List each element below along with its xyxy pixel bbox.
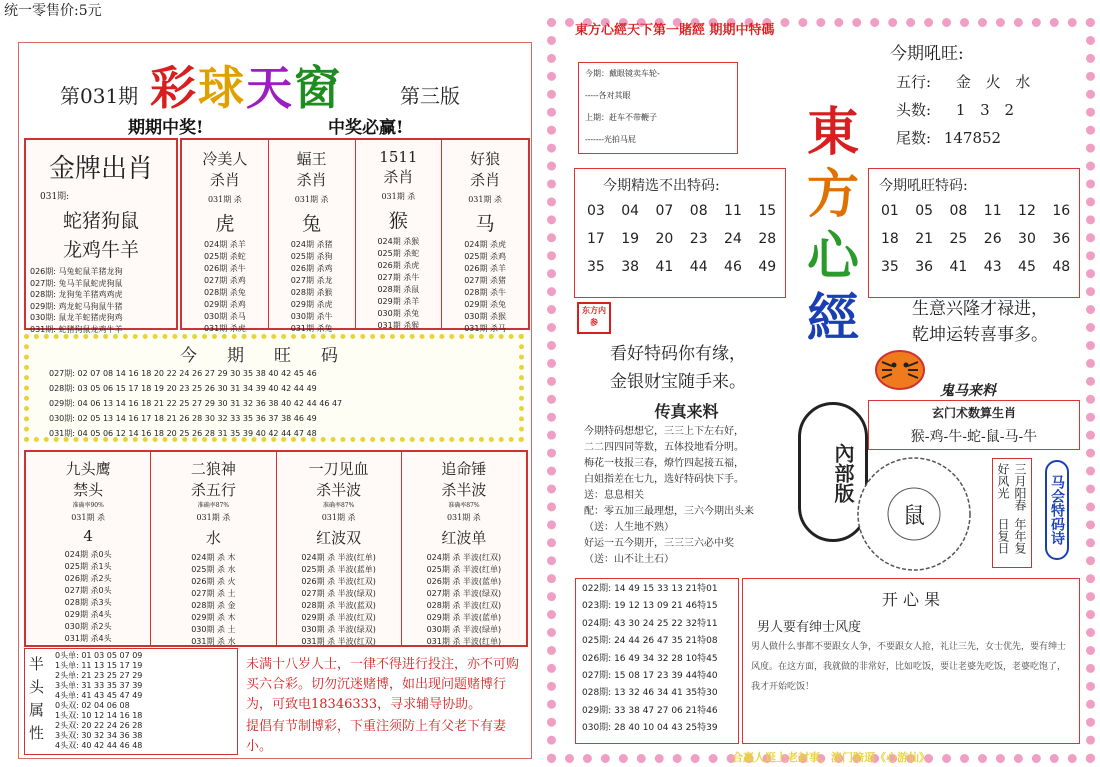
half-head-row: 3头单: 31 33 35 37 39 xyxy=(55,681,143,690)
half-head-label xyxy=(29,653,47,745)
half-head-label-char: 半 xyxy=(29,655,45,673)
draw-history-row: 030期: 28 40 10 04 43 25特39 xyxy=(582,723,718,734)
kill-row: 031期 杀猴 xyxy=(377,321,420,330)
fax-tip-line: 好运一五今期开，三三三六必中奖 xyxy=(584,538,734,549)
issue-number: 第031期 xyxy=(60,84,139,108)
fax-tip-line: 配：零五加三最理想，三六今期出头来 xyxy=(584,506,754,517)
tail-number-label: 尾数: xyxy=(896,129,932,147)
couplet-line: 乾坤运转喜事多。 xyxy=(912,325,1048,345)
hot-special-row: 01 05 08 11 12 16 xyxy=(881,203,1071,219)
kill-column-period: 031期 杀 xyxy=(381,192,416,201)
hot-attributes-box xyxy=(870,40,1080,160)
attribute-column xyxy=(151,452,276,645)
attribute-column xyxy=(277,452,402,645)
attribute-row: 030期 杀 半波(绿单) xyxy=(426,625,502,634)
attribute-subtitle: 杀半波 xyxy=(316,481,362,499)
kill-row: 029期 杀兔 xyxy=(464,300,507,309)
attribute-row: 025期 杀 半波(红单) xyxy=(426,565,502,574)
attribute-row: 024期 杀0头 xyxy=(64,550,112,559)
hot-numbers-title xyxy=(29,341,519,366)
compass-center: 鼠 xyxy=(902,504,925,529)
motto-left: 期期中奖! xyxy=(128,118,204,138)
kill-row: 029期 杀鸡 xyxy=(203,300,246,309)
riddle-line: -------光拍马屁 xyxy=(585,135,636,144)
kill-row: 031期 杀兔 xyxy=(290,324,333,333)
kill-column-answer: 马 xyxy=(475,213,495,235)
half-head-row: 0头双: 02 04 06 08 xyxy=(55,701,130,710)
fax-tip-line: 梅花一枝报三春，燎竹四起接五福， xyxy=(584,458,744,469)
attribute-rate: 准确率87% xyxy=(197,502,230,509)
attribute-row: 030期 杀2头 xyxy=(64,622,112,631)
kill-attribute-group xyxy=(24,450,528,647)
gold-zodiac-box xyxy=(24,138,178,334)
attribute-subtitle: 杀半波 xyxy=(441,481,487,499)
riddle-line: -----各对其眼 xyxy=(585,91,631,100)
joke-box xyxy=(742,578,1080,744)
half-head-row: 1头单: 11 13 15 17 19 xyxy=(55,661,143,670)
half-head-row: 2头双: 20 22 24 26 28 xyxy=(55,721,143,730)
kill-row: 024期 杀虎 xyxy=(464,240,507,249)
kill-row: 025期 杀狗 xyxy=(290,252,333,261)
kill-row: 026期 杀虎 xyxy=(377,261,420,270)
hot-title-char: 旺 xyxy=(274,346,321,366)
draw-history-rows xyxy=(582,581,738,738)
not-out-title: 今期精选不出特码: xyxy=(603,178,720,194)
kill-row: 028期 杀鼠 xyxy=(377,285,420,294)
draw-history-row: 029期: 33 38 47 27 06 21特46 xyxy=(582,705,718,716)
attribute-period: 031期 杀 xyxy=(446,513,481,522)
zodiac-calc-title: 玄门术数算生肖 xyxy=(931,406,1016,420)
attribute-row: 030期 杀 土 xyxy=(191,625,236,634)
attribute-row: 026期 杀 火 xyxy=(191,577,236,586)
kill-column-rows xyxy=(442,239,528,335)
tail-number-value: 147852 xyxy=(943,129,1002,147)
kill-column-subtitle: 杀肖 xyxy=(470,171,501,189)
kill-column xyxy=(269,140,356,333)
kill-column-answer: 虎 xyxy=(215,213,235,235)
attribute-row: 031期 杀4头 xyxy=(64,634,112,643)
half-head-label-char: 属 xyxy=(29,701,45,719)
kill-column-subtitle: 杀肖 xyxy=(209,171,240,189)
hot-row: 029期: 04 06 13 14 16 18 21 22 25 27 29 30 31 32 36 38 40 42 44 46 47 xyxy=(49,399,343,408)
kill-row: 028期 杀兔 xyxy=(203,288,246,297)
attribute-rate: 准确率90% xyxy=(72,502,104,509)
hot-row: 030期: 02 05 13 14 16 17 18 21 26 28 30 32 33 35 36 37 38 46 49 xyxy=(49,414,317,423)
kill-row: 027期 杀牛 xyxy=(377,273,420,282)
half-head-box xyxy=(24,648,238,755)
kill-column-rows xyxy=(269,239,355,335)
half-head-label-char: 性 xyxy=(29,724,45,742)
kill-column-title: 1511 xyxy=(379,148,418,166)
kill-row: 031期 杀虎 xyxy=(203,324,246,333)
attribute-row: 029期 杀 半波(蓝单) xyxy=(426,613,502,622)
kill-column-title: 蝠王 xyxy=(296,150,327,168)
attribute-row: 026期 杀 半波(红双) xyxy=(301,577,376,586)
hot-row: 031期: 04 05 06 12 14 16 18 20 25 26 28 31 35 39 40 42 44 47 48 xyxy=(49,429,317,438)
attribute-row: 027期 杀 半波(绿双) xyxy=(426,589,502,598)
kill-column-subtitle: 杀肖 xyxy=(296,171,327,189)
hot-numbers-rows xyxy=(49,366,519,441)
attribute-subtitle: 杀五行 xyxy=(190,481,236,499)
kill-row: 030期 杀牛 xyxy=(290,312,333,321)
joke-text: 男人做什么事都不要跟女人争，不要跟女人抢，礼让三先，女士优先，要有绅士风度。在这方面，我就做的非常好，比如吃饭，要让老婆先吃饭，老婆吃饱了，我才开始吃饭！ xyxy=(751,642,1067,692)
kill-row: 026期 杀牛 xyxy=(203,264,246,273)
gold-line2: 龙鸡牛羊 xyxy=(62,239,139,261)
kill-column-rows xyxy=(182,239,268,335)
attribute-row: 031期 杀 半波(红双) xyxy=(301,637,376,646)
attribute-period: 031期 杀 xyxy=(321,513,356,522)
attribute-title: 追命锤 xyxy=(441,460,487,478)
attribute-row: 028期 杀 金 xyxy=(191,601,236,610)
kill-row: 025期 杀鸡 xyxy=(464,252,507,261)
kill-column-period: 031期 杀 xyxy=(468,195,503,204)
hot-attributes-title: 今期吼旺: xyxy=(890,44,964,64)
not-out-grid xyxy=(587,197,785,281)
attribute-rows xyxy=(26,549,150,645)
logo-char: 窗 xyxy=(294,61,342,115)
logo-char: 天 xyxy=(246,61,294,115)
attribute-answer: 4 xyxy=(83,527,93,545)
hot-numbers-box xyxy=(24,334,524,442)
brand-char: 經 xyxy=(806,289,859,349)
half-head-rows xyxy=(55,651,142,751)
logo-title xyxy=(150,52,342,118)
kill-column xyxy=(356,140,443,328)
kill-column-subtitle: 杀肖 xyxy=(383,168,414,186)
kill-row: 026期 杀羊 xyxy=(464,264,507,273)
attribute-row: 030期 杀 半波(绿双) xyxy=(301,625,376,634)
kill-row: 025期 杀蛇 xyxy=(203,252,246,261)
warning-text: 未满十八岁人士，一律不得进行投注，亦不可购买六合彩。切勿沉迷赌博，如出现问题赌博行为，可致电18346333，寻求辅导协助。 xyxy=(246,657,520,712)
internal-edition-badge: 內部版 xyxy=(798,402,868,542)
gold-line1: 蛇猪狗鼠 xyxy=(62,210,139,232)
attribute-title: 一刀见血 xyxy=(308,460,369,478)
gold-history xyxy=(30,266,176,335)
attribute-row: 026期 杀 半波(蓝单) xyxy=(426,577,502,586)
retail-price-caption: 统一零售价:5元 xyxy=(4,3,102,19)
right-footer: 合赢人逛上老封事，澳门陪逼《心游仙》 xyxy=(732,751,930,764)
kill-column-title: 冷美人 xyxy=(202,150,248,168)
attribute-title: 二狼神 xyxy=(190,460,236,478)
attribute-row: 028期 杀3头 xyxy=(64,598,112,607)
hot-special-row: 35 36 41 43 45 48 xyxy=(881,259,1071,275)
half-head-row: 0头单: 01 03 05 07 09 xyxy=(55,651,143,660)
attribute-row: 025期 杀1头 xyxy=(64,562,112,571)
zodiac-calc-box xyxy=(868,400,1080,450)
fax-tip-line: 送：息息相关 xyxy=(584,490,644,501)
fax-tip-box xyxy=(584,404,789,574)
kill-row: 030期 杀猴 xyxy=(464,312,507,321)
half-head-row: 1头双: 10 12 14 16 18 xyxy=(55,711,143,720)
hot-row: 027期: 02 07 08 14 16 18 20 22 24 26 27 29 30 35 38 40 42 45 46 xyxy=(49,369,317,378)
couplet-line: 生意兴隆才禄进， xyxy=(912,299,1048,319)
attribute-row: 025期 杀 水 xyxy=(191,565,236,574)
attribute-row: 027期 杀 半波(绿双) xyxy=(301,589,376,598)
motto-right: 中奖必赢! xyxy=(328,118,404,138)
horse-club-poem-badge: 马会特码诗 xyxy=(1045,460,1069,560)
zodiac-calc-answer: 猴-鸡-牛-蛇-鼠-马-牛 xyxy=(910,429,1038,445)
couplet-line: 看好特码你有缘， xyxy=(610,344,746,364)
attribute-answer: 红波双 xyxy=(316,529,362,547)
attribute-row: 029期 杀 半波(红双) xyxy=(301,613,376,622)
attribute-row: 027期 杀0头 xyxy=(64,586,112,595)
five-elements-value: 金 火 水 xyxy=(955,73,1031,91)
kill-row: 027期 杀鸡 xyxy=(203,276,246,285)
hot-title-char: 码 xyxy=(321,346,368,366)
kill-row: 028期 杀猴 xyxy=(290,288,333,297)
fax-tip-line: （送：山不让土石） xyxy=(584,554,674,565)
kill-zodiac-group xyxy=(180,138,530,333)
draw-history-row: 026期: 16 49 34 32 28 10特45 xyxy=(582,653,718,664)
kill-column-rows xyxy=(356,236,442,332)
half-head-row: 3头双: 30 32 34 36 38 xyxy=(55,731,143,740)
attribute-rate: 准确率87% xyxy=(448,502,480,509)
kill-column-answer: 兔 xyxy=(302,213,322,235)
attribute-row: 024期 杀 木 xyxy=(191,553,236,562)
draw-history-box xyxy=(575,578,739,744)
gambling-warning xyxy=(246,655,522,757)
attribute-row: 029期 杀 木 xyxy=(191,613,236,622)
brand-char: 心 xyxy=(806,227,859,287)
draw-history-row: 023期: 19 12 13 09 21 46特15 xyxy=(582,601,718,612)
hot-title-char: 今 xyxy=(180,346,227,366)
attribute-period: 031期 杀 xyxy=(71,513,106,522)
draw-history-row: 027期: 15 08 17 23 39 44特40 xyxy=(582,671,718,682)
kill-row: 027期 杀猪 xyxy=(464,276,507,285)
fax-tip-line: 白姐指差在七九，选好特码快下手。 xyxy=(584,474,744,485)
brand-char: 方 xyxy=(806,165,859,225)
kill-row: 028期 杀牛 xyxy=(464,288,507,297)
attribute-column xyxy=(402,452,526,645)
brand-char: 東 xyxy=(806,103,859,163)
inner-ref-stamp: 东方内参 xyxy=(577,302,611,334)
kill-column-title: 好狼 xyxy=(470,150,501,168)
right-header: 東方心經天下第一賭經 期期中特碼 xyxy=(575,23,775,38)
attribute-rows xyxy=(277,552,401,648)
kill-column-answer: 猴 xyxy=(388,210,408,232)
attribute-column xyxy=(26,452,151,645)
kill-column-period: 031期 杀 xyxy=(294,195,329,204)
draw-history-row: 028期: 13 32 46 34 41 35特30 xyxy=(582,688,718,699)
attribute-rows xyxy=(151,552,275,648)
kill-column xyxy=(182,140,269,333)
kill-row: 024期 杀猴 xyxy=(377,237,420,246)
gold-history-row: 027期: 兔马羊鼠蛇虎狗鼠 xyxy=(30,278,123,288)
kill-row: 030期 杀兔 xyxy=(377,309,420,318)
draw-history-row: 025期: 24 44 26 47 35 21特08 xyxy=(582,636,718,647)
zodiac-compass xyxy=(850,455,978,573)
draw-history-row: 024期: 43 30 24 25 22 32特11 xyxy=(582,618,718,629)
fax-tip-line: 二二四四同等数，五体投地看分明。 xyxy=(584,442,744,453)
attribute-row: 028期 杀 半波(红双) xyxy=(426,601,502,610)
fax-tip-line: 今期特码想想它，三三上下左右好， xyxy=(584,426,744,437)
gold-history-row: 028期: 龙狗兔羊猪鸡鸡虎 xyxy=(30,290,123,299)
attribute-row: 024期 杀 半波(红单) xyxy=(301,553,376,562)
attribute-rows xyxy=(402,552,526,648)
fax-tip-title: 传真来料 xyxy=(654,402,719,421)
gold-title: 金牌出肖 xyxy=(48,154,153,184)
hot-title-char: 期 xyxy=(227,346,274,366)
kill-row: 024期 杀猪 xyxy=(290,240,333,249)
gold-history-row: 031期: 蛇猪狗鼠龙鸡牛羊 xyxy=(30,324,123,334)
ghost-horse-label: 鬼马来料 xyxy=(940,383,996,399)
couplet-right xyxy=(912,296,1048,348)
head-count-label: 头数: xyxy=(896,101,932,119)
attribute-title: 九头鹰 xyxy=(65,460,111,478)
attribute-row: 024期 杀 半波(红双) xyxy=(426,553,502,562)
kill-row: 029期 杀羊 xyxy=(377,297,420,306)
not-out-row: 17 19 20 23 24 28 xyxy=(587,231,777,247)
riddle-line: 上期：赶车不带鞭子 xyxy=(585,113,657,122)
attribute-row: 031期 杀 水 xyxy=(191,637,236,646)
five-elements-label: 五行: xyxy=(896,73,932,91)
kill-row: 024期 杀羊 xyxy=(203,240,246,249)
hot-special-grid xyxy=(881,197,1079,281)
attribute-answer: 红波单 xyxy=(441,529,487,547)
hot-special-numbers-box xyxy=(868,168,1080,298)
kill-column xyxy=(442,140,528,333)
half-head-row: 4头单: 41 43 45 47 49 xyxy=(55,691,143,700)
gold-history-row: 030期: 鼠龙羊蛇猪虎狗鸡 xyxy=(30,313,123,322)
kill-row: 029期 杀虎 xyxy=(290,300,333,309)
attribute-row: 029期 杀4头 xyxy=(64,610,112,619)
joke-title: 开 心 果 xyxy=(881,590,941,609)
logo-char: 彩 xyxy=(150,61,198,115)
gold-history-row: 029期: 鸡龙蛇马狗鼠牛猪 xyxy=(30,301,123,311)
kill-row: 030期 杀马 xyxy=(203,312,246,321)
attribute-subtitle: 禁头 xyxy=(73,481,104,499)
kill-row: 031期 杀马 xyxy=(464,324,507,333)
riddle-poem-box xyxy=(578,62,738,154)
draw-history-row: 022期: 14 49 15 33 13 21特01 xyxy=(582,584,718,594)
gold-history-row: 026期: 马兔蛇鼠羊猪龙狗 xyxy=(30,267,123,276)
not-out-row: 03 04 07 08 11 15 xyxy=(587,203,777,219)
couplet-left xyxy=(610,340,746,396)
hot-special-title: 今期吼旺特码: xyxy=(879,178,968,194)
fax-tip-line: （送：人生地不熟） xyxy=(584,522,674,533)
half-head-label-char: 头 xyxy=(29,678,45,696)
attribute-period: 031期 杀 xyxy=(196,513,231,522)
attribute-row: 031期 杀 半波(红单) xyxy=(426,637,502,646)
kill-column-period: 031期 杀 xyxy=(207,195,242,204)
attribute-row: 027期 杀 土 xyxy=(191,589,236,598)
hot-special-row: 18 21 25 26 30 36 xyxy=(881,231,1071,247)
brand-vertical xyxy=(800,102,866,350)
gold-period: 031期: xyxy=(40,192,70,202)
tiger-icon xyxy=(874,348,926,392)
edition-label: 第三版 xyxy=(400,84,460,108)
attribute-rate: 准确率87% xyxy=(322,502,355,509)
attribute-row: 026期 杀2头 xyxy=(64,574,112,583)
kill-row: 027期 杀龙 xyxy=(290,276,333,285)
joke-subtitle: 男人要有绅士风度 xyxy=(757,620,862,635)
logo-char: 球 xyxy=(198,61,246,115)
couplet-line: 金银财宝随手来。 xyxy=(610,372,746,392)
hot-row: 028期: 03 05 06 15 17 18 19 20 23 25 26 30 31 34 39 40 42 44 49 xyxy=(49,384,317,393)
side-poem-line: 年年复日复日 xyxy=(996,517,1027,554)
not-out-numbers-box xyxy=(574,168,786,298)
warning-text-2: 提倡有节制博彩，下重注须防上有父老下有妻小。 xyxy=(246,719,507,754)
kill-row: 025期 杀蛇 xyxy=(377,249,420,258)
attribute-answer: 水 xyxy=(205,529,221,547)
half-head-row: 4头双: 40 42 44 46 48 xyxy=(55,741,143,750)
attribute-row: 028期 杀 半波(蓝双) xyxy=(301,601,376,610)
half-head-row: 2头单: 21 23 25 27 29 xyxy=(55,671,143,680)
riddle-line: 今期：戴眼镜卖车轮- xyxy=(585,69,660,78)
head-count-value: 1 3 2 xyxy=(955,101,1015,119)
attribute-row: 025期 杀 半波(蓝单) xyxy=(301,565,376,574)
side-poem xyxy=(992,458,1032,568)
side-poem-line: 三月阳春好风光 xyxy=(996,463,1027,511)
kill-row: 026期 杀鸡 xyxy=(290,264,333,273)
not-out-row: 35 38 41 44 46 49 xyxy=(587,259,777,275)
